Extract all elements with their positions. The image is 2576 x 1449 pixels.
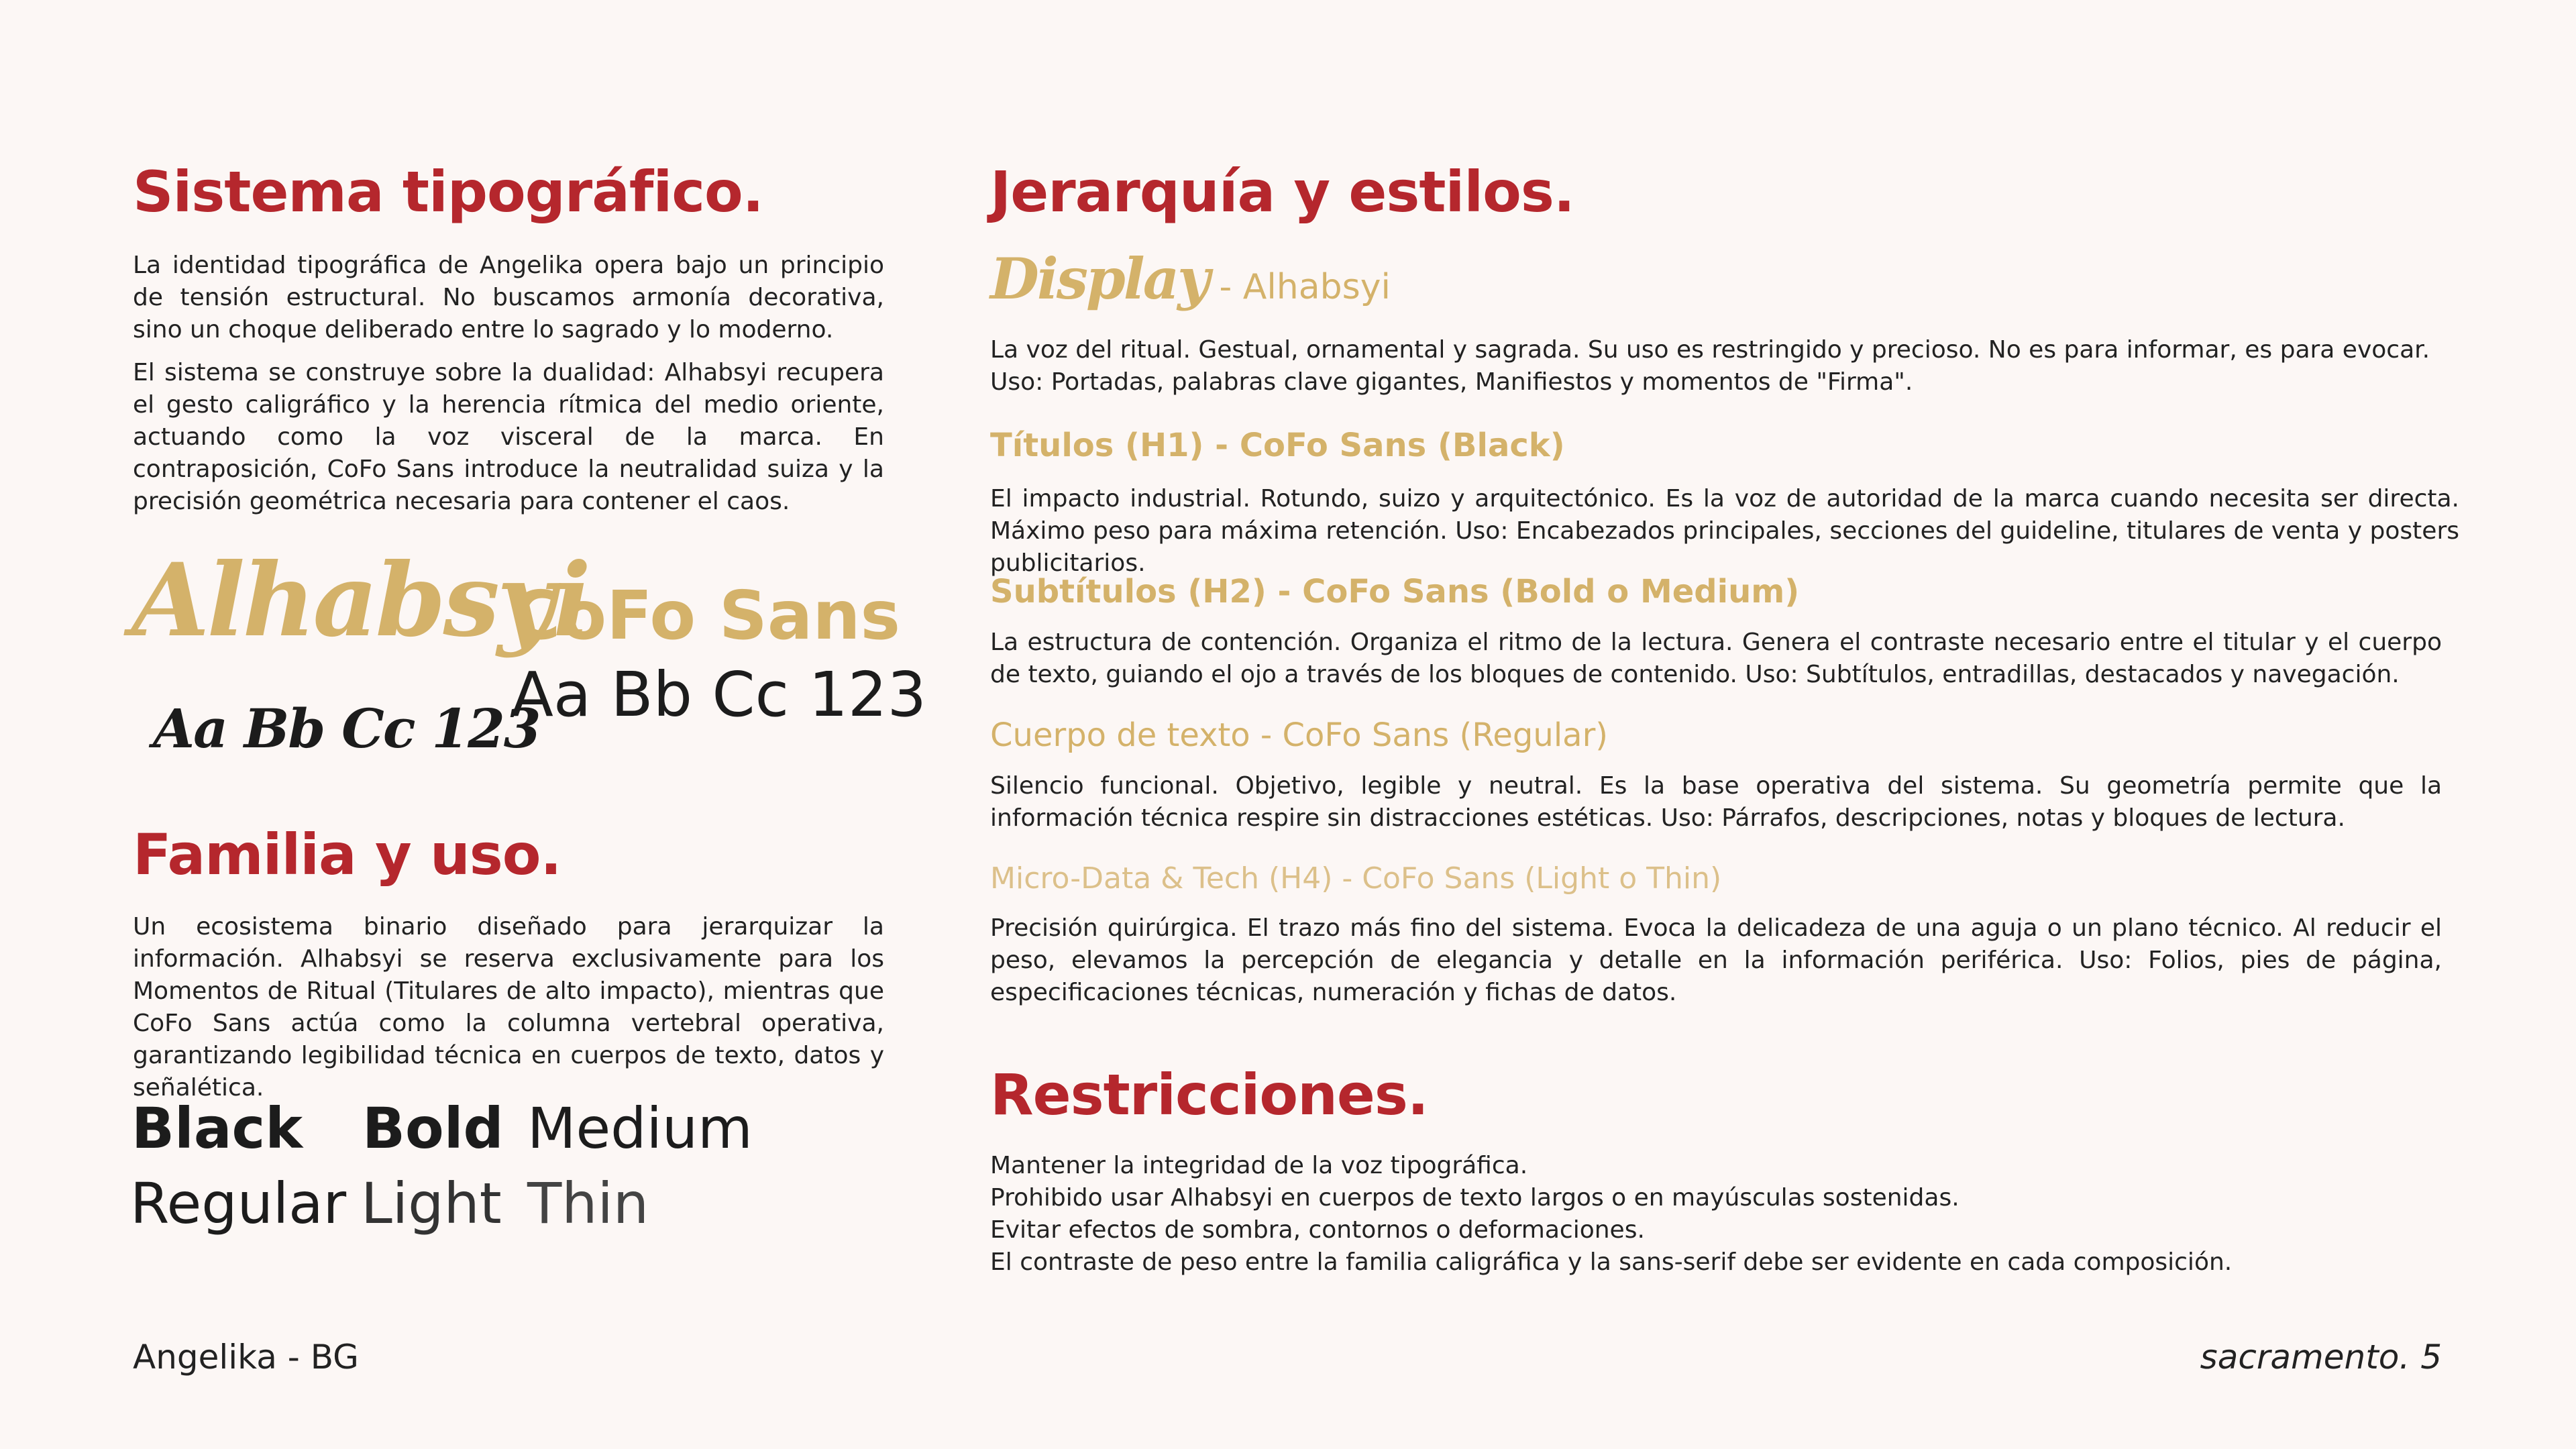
cofo-specimen-sample: Aa Bb Cc 123 — [511, 659, 926, 731]
section-title-jerarquia: Jerarquía y estilos. — [990, 159, 1574, 225]
family-text — [133, 911, 884, 1115]
intro-paragraph-2: El sistema se construye sobre la dualidad: Alhabsyi recupera el gesto caligráfico y la herencia rítmica del medio oriente, actuando como la voz visceral de la marca. En contraposición, CoFo Sans introduce la neutralidad suiza y la precisión geométrica necesaria para contener el caos. — [133, 359, 884, 515]
weight-black: Black — [131, 1095, 303, 1161]
footer-author: Angelika - BG — [133, 1338, 359, 1377]
body-style-title: Cuerpo de texto - CoFo Sans (Regular) — [990, 716, 1609, 754]
h1-style-text: El impacto industrial. Rotundo, suizo y arquitectónico. Es la voz de autoridad de la marca cuando necesita ser directa. Máximo peso para máxima retención. Uso: Encabezados principales, secciones del guideline, titulares de venta y posters publicitarios. — [990, 485, 2459, 577]
alhabsyi-specimen-name: Alhabsyi — [131, 541, 589, 659]
display-font-name: - Alhabsyi — [1208, 267, 1391, 307]
h1-style-title: Títulos (H1) - CoFo Sans (Black) — [990, 427, 1565, 464]
intro-paragraph-1: La identidad tipográfica de Angelika opera bajo un principio de tensión estructural. No buscamos armonía decorativa, sino un choque deliberado entre lo sagrado y lo moderno. — [133, 252, 884, 343]
section-title-familia: Familia y uso. — [133, 822, 561, 888]
weight-bold: Bold — [362, 1095, 504, 1161]
restrictions-list — [990, 1150, 2446, 1279]
restriction-item: El contraste de peso entre la familia caligráfica y la sans-serif debe ser evidente en cada composición. — [990, 1248, 2233, 1276]
cofo-specimen-name: CoFo Sans — [511, 576, 901, 655]
footer-page-number: sacramento. 5 — [2200, 1338, 2442, 1377]
weight-thin: Thin — [527, 1171, 649, 1236]
section-title-sistema: Sistema tipográfico. — [133, 159, 763, 225]
weight-light: Light — [361, 1171, 502, 1236]
display-script-word: Display — [990, 246, 1208, 312]
weight-regular: Regular — [130, 1171, 347, 1236]
restriction-item: Prohibido usar Alhabsyi en cuerpos de texto largos o en mayúsculas sostenidas. — [990, 1184, 1960, 1212]
restriction-item: Mantener la integridad de la voz tipográfica. — [990, 1152, 1528, 1179]
h4-style-title: Micro-Data & Tech (H4) - CoFo Sans (Light o Thin) — [990, 861, 1722, 896]
restriction-item: Evitar efectos de sombra, contornos o deformaciones. — [990, 1216, 1645, 1244]
h2-style-title: Subtítulos (H2) - CoFo Sans (Bold o Medium) — [990, 573, 1800, 610]
display-description — [990, 334, 2446, 398]
intro-text — [133, 250, 884, 529]
display-heading — [990, 246, 1391, 312]
display-line-1: La voz del ritual. Gestual, ornamental y sagrada. Su uso es restringido y precioso. No es para informar, es para evocar. — [990, 336, 2430, 364]
h4-style-text: Precisión quirúrgica. El trazo más fino del sistema. Evoca la delicadeza de una aguja o un plano técnico. Al reducir el peso, elevamos la percepción de elegancia y detalle en la información periférica. Uso: Folios, pies de página, especificaciones técnicas, numeración y fichas de datos. — [990, 914, 2442, 1006]
alhabsyi-specimen-sample: Aa Bb Cc 123 — [153, 697, 540, 760]
section-title-restricciones: Restricciones. — [990, 1062, 1428, 1128]
display-line-2: Uso: Portadas, palabras clave gigantes, Manifiestos y momentos de "Firma". — [990, 368, 1913, 396]
family-paragraph: Un ecosistema binario diseñado para jerarquizar la información. Alhabsyi se reserva exclusivamente para los Momentos de Ritual (Titulares de alto impacto), mientras que CoFo Sans actúa como la columna vertebral operativa, garantizando legibilidad técnica en cuerpos de texto, datos y señalética. — [133, 913, 884, 1102]
h2-style-text: La estructura de contención. Organiza el ritmo de la lectura. Genera el contraste necesario entre el titular y el cuerpo de texto, guiando el ojo a través de los bloques de contenido. Uso: Subtítulos, entradillas, destacados y navegación. — [990, 629, 2442, 688]
body-style-text: Silencio funcional. Objetivo, legible y neutral. Es la base operativa del sistema. Su geometría permite que la información técnica respire sin distracciones estéticas. Uso: Párrafos, descripciones, notas y bloques de lectura. — [990, 772, 2442, 832]
weight-medium: Medium — [527, 1095, 753, 1161]
